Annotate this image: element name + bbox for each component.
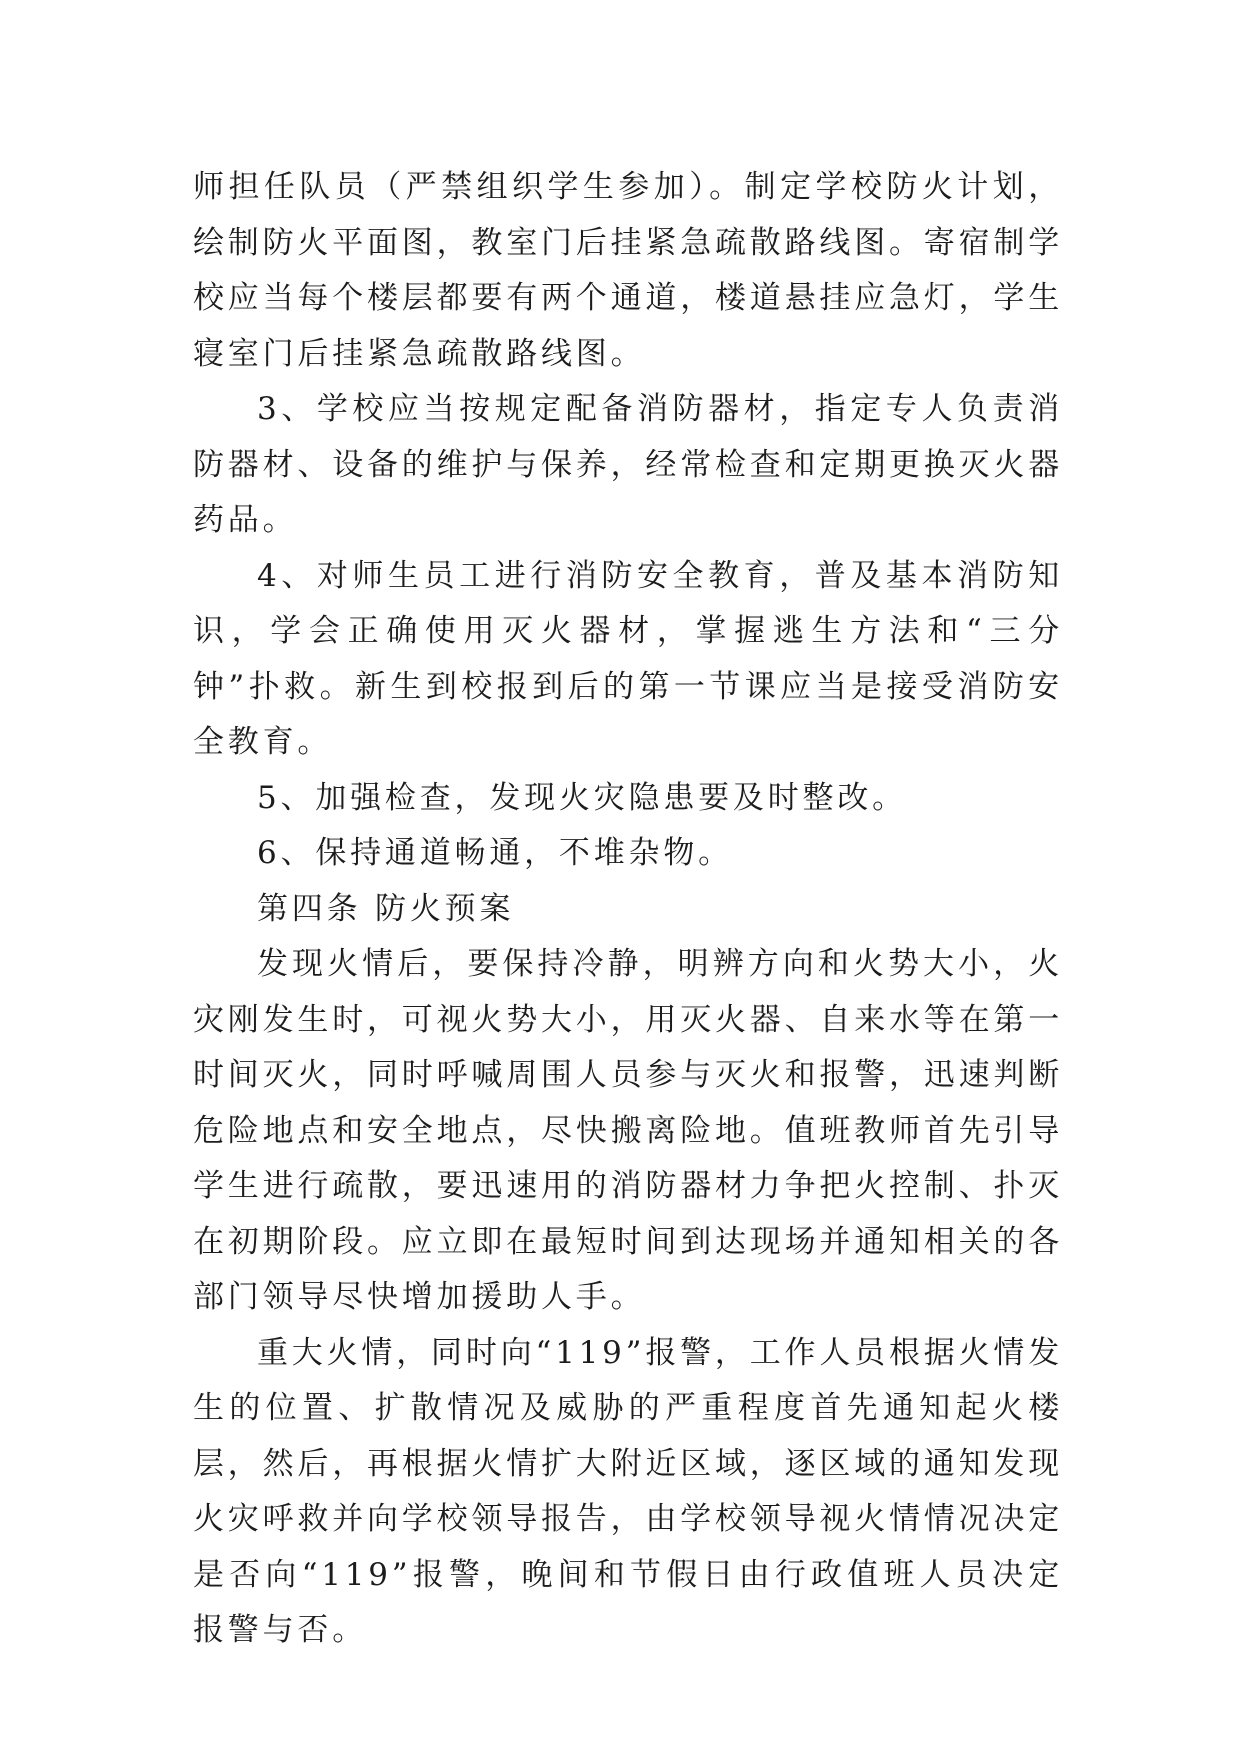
paragraph-fire-response: 发现火情后，要保持冷静，明辨方向和火势大小，火灾刚发生时，可视火势大小，用灭火器、自来水等在第一时间灭火，同时呼喊周围人员参与灭火和报警，迅速判断危险地点和安全地点，尽快搬离险地。值班教师首先引导学生进行疏散，要迅速用的消防器材力争把火控制、扑灭在初期阶段。应立即在最短时间到达现场并通知相关的各部门领导尽快增加援助人手。 [193,946,1063,1315]
paragraph-continued: 师担任队员（严禁组织学生参加）。制定学校防火计划，绘制防火平面图，教室门后挂紧急疏散路线图。寄宿制学校应当每个楼层都要有两个通道，楼道悬挂应急灯，学生寝室门后挂紧急疏散路线图。 [193,169,1063,372]
paragraph-item-6: 6、保持通道畅通，不堆杂物。 [257,835,733,871]
document-body [193,160,1063,1659]
paragraph-major-fire: 重大火情，同时向“119”报警，工作人员根据火情发生的位置、扩散情况及威胁的严重程度首先通知起火楼层，然后，再根据火情扩大附近区域，逐区域的通知发现火灾呼救并向学校领导报告，由学校领导视火情情况决定是否向“119”报警，晚间和节假日由行政值班人员决定报警与否。 [193,1334,1063,1648]
paragraph-item-4: 4、对师生员工进行消防安全教育，普及基本消防知识，学会正确使用灭火器材，掌握逃生方法和“三分钟”扑救。新生到校报到后的第一节课应当是接受消防安全教育。 [193,557,1063,760]
paragraph-item-3: 3、学校应当按规定配备消防器材，指定专人负责消防器材、设备的维护与保养，经常检查和定期更换灭火器药品。 [193,391,1063,538]
paragraph-item-5: 5、加强检查，发现火灾隐患要及时整改。 [257,779,907,816]
section-heading-article-4: 第四条 防火预案 [257,890,515,927]
